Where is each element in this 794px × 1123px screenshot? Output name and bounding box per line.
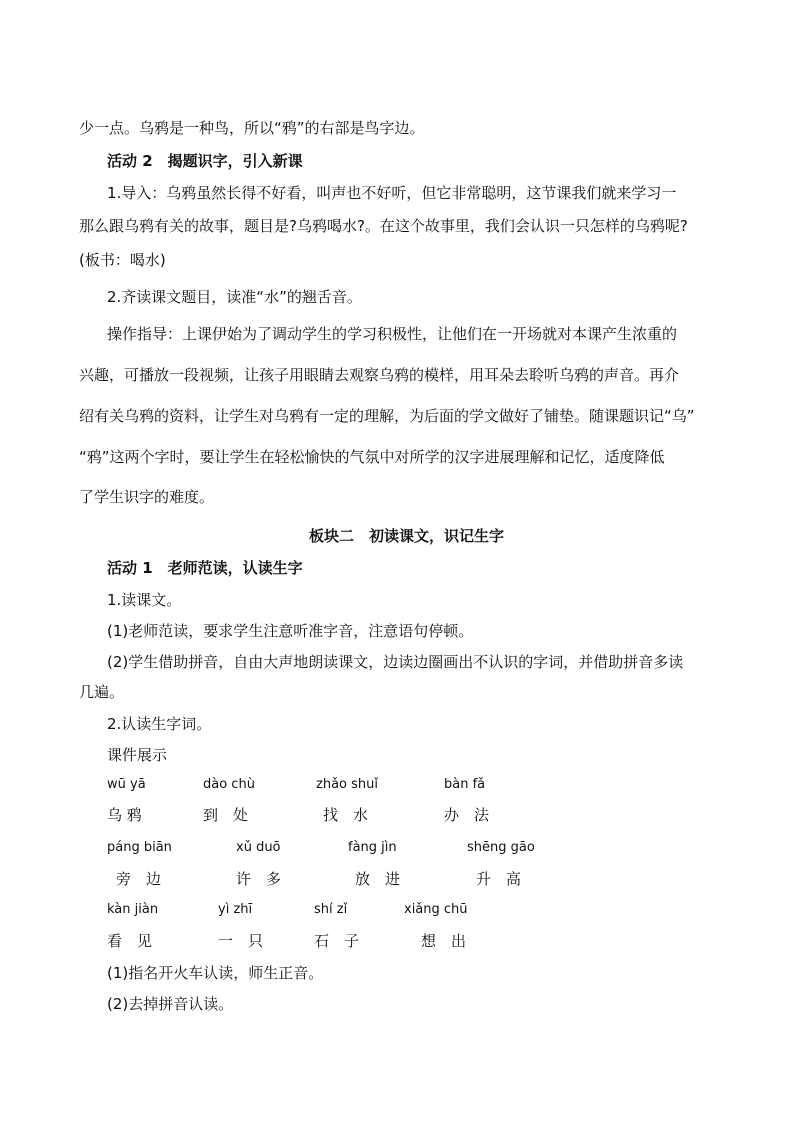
text-line: 绍有关乌鸦的资料，让学生对乌鸦有一定的理解，为后面的学文做好了铺垫。随课题识记“乌” xyxy=(79,407,695,425)
text-line: 2.认读生字词。 xyxy=(107,715,212,733)
pinyin-cell: kàn jiàn xyxy=(107,902,159,917)
text-line: (1)指名开火车认读，师生正音。 xyxy=(107,964,324,982)
pinyin-cell: shí zǐ xyxy=(314,902,348,917)
text-line: 几遍。 xyxy=(79,683,125,701)
character-row xyxy=(0,804,794,826)
character-row xyxy=(0,868,794,890)
character-cell: 一 只 xyxy=(218,932,264,950)
text-line: 操作指导：上课伊始为了调动学生的学习积极性，让他们在一开场就对本课产生浓重的 xyxy=(107,325,678,343)
pinyin-cell: shēng gāo xyxy=(467,840,535,855)
pinyin-cell: fàng jìn xyxy=(348,840,397,855)
character-row xyxy=(0,930,794,952)
text-line: 少一点。乌鸦是一种鸟，所以“鸦”的右部是鸟字边。 xyxy=(79,119,425,137)
character-cell: 找 水 xyxy=(323,806,369,824)
character-cell: 办 法 xyxy=(444,806,490,824)
text-line: (1)老师范读，要求学生注意听准字音，注意语句停顿。 xyxy=(107,622,474,640)
pinyin-cell: yì zhī xyxy=(218,902,253,917)
character-cell: 到 处 xyxy=(203,806,249,824)
section-heading: 板块二 初读课文，识记生字 xyxy=(309,527,505,545)
text-line: 兴趣，可播放一段视频，让孩子用眼睛去观察乌鸦的模样，用耳朵去聆听乌鸦的声音。再介 xyxy=(79,366,680,384)
text-line: 课件展示 xyxy=(107,746,168,764)
pinyin-cell: xǔ duō xyxy=(236,840,281,855)
character-cell: 升 高 xyxy=(476,870,522,888)
text-line: 1.导入：乌鸦虽然长得不好看，叫声也不好听，但它非常聪明，这节课我们就来学习一 xyxy=(107,184,677,202)
text-line: 了学生识字的难度。 xyxy=(79,488,215,506)
text-line: (2)去掉拼音认读。 xyxy=(107,995,234,1013)
text-line: 1.读课文。 xyxy=(107,591,182,609)
pinyin-cell: bàn fǎ xyxy=(444,777,486,792)
text-line: (2)学生借助拼音，自由大声地朗读课文，边读边圈画出不认识的字词，并借助拼音多读 xyxy=(107,653,684,671)
character-cell: 许 多 xyxy=(236,870,282,888)
character-cell: 旁 边 xyxy=(116,870,162,888)
activity-heading: 活动 2 揭题识字，引入新课 xyxy=(107,152,303,170)
pinyin-cell: zhǎo shuǐ xyxy=(316,777,378,792)
character-cell: 石 子 xyxy=(314,932,360,950)
pinyin-cell: dào chù xyxy=(203,777,255,792)
character-cell: 看 见 xyxy=(107,932,153,950)
character-cell: 放 进 xyxy=(355,870,401,888)
pinyin-row xyxy=(0,901,794,923)
pinyin-row xyxy=(0,776,794,798)
text-line: (板书：喝水) xyxy=(79,251,166,269)
text-line: 那么跟乌鸦有关的故事，题目是?乌鸦喝水?。在这个故事里，我们会认识一只怎样的乌鸦呢? xyxy=(79,217,688,235)
pinyin-row xyxy=(0,839,794,861)
character-cell: 乌 鸦 xyxy=(107,806,142,824)
activity-heading: 活动 1 老师范读，认读生字 xyxy=(107,559,303,577)
text-line: 2.齐读课文题目，读准“水”的翘舌音。 xyxy=(107,288,362,306)
pinyin-cell: wū yā xyxy=(107,777,146,792)
pinyin-cell: páng biān xyxy=(107,840,172,855)
pinyin-cell: xiǎng chū xyxy=(404,902,468,917)
character-cell: 想 出 xyxy=(421,932,467,950)
text-line: “鸦”这两个字时，要让学生在轻松愉快的气氛中对所学的汉字进展理解和记忆，适度降低 xyxy=(79,448,665,466)
